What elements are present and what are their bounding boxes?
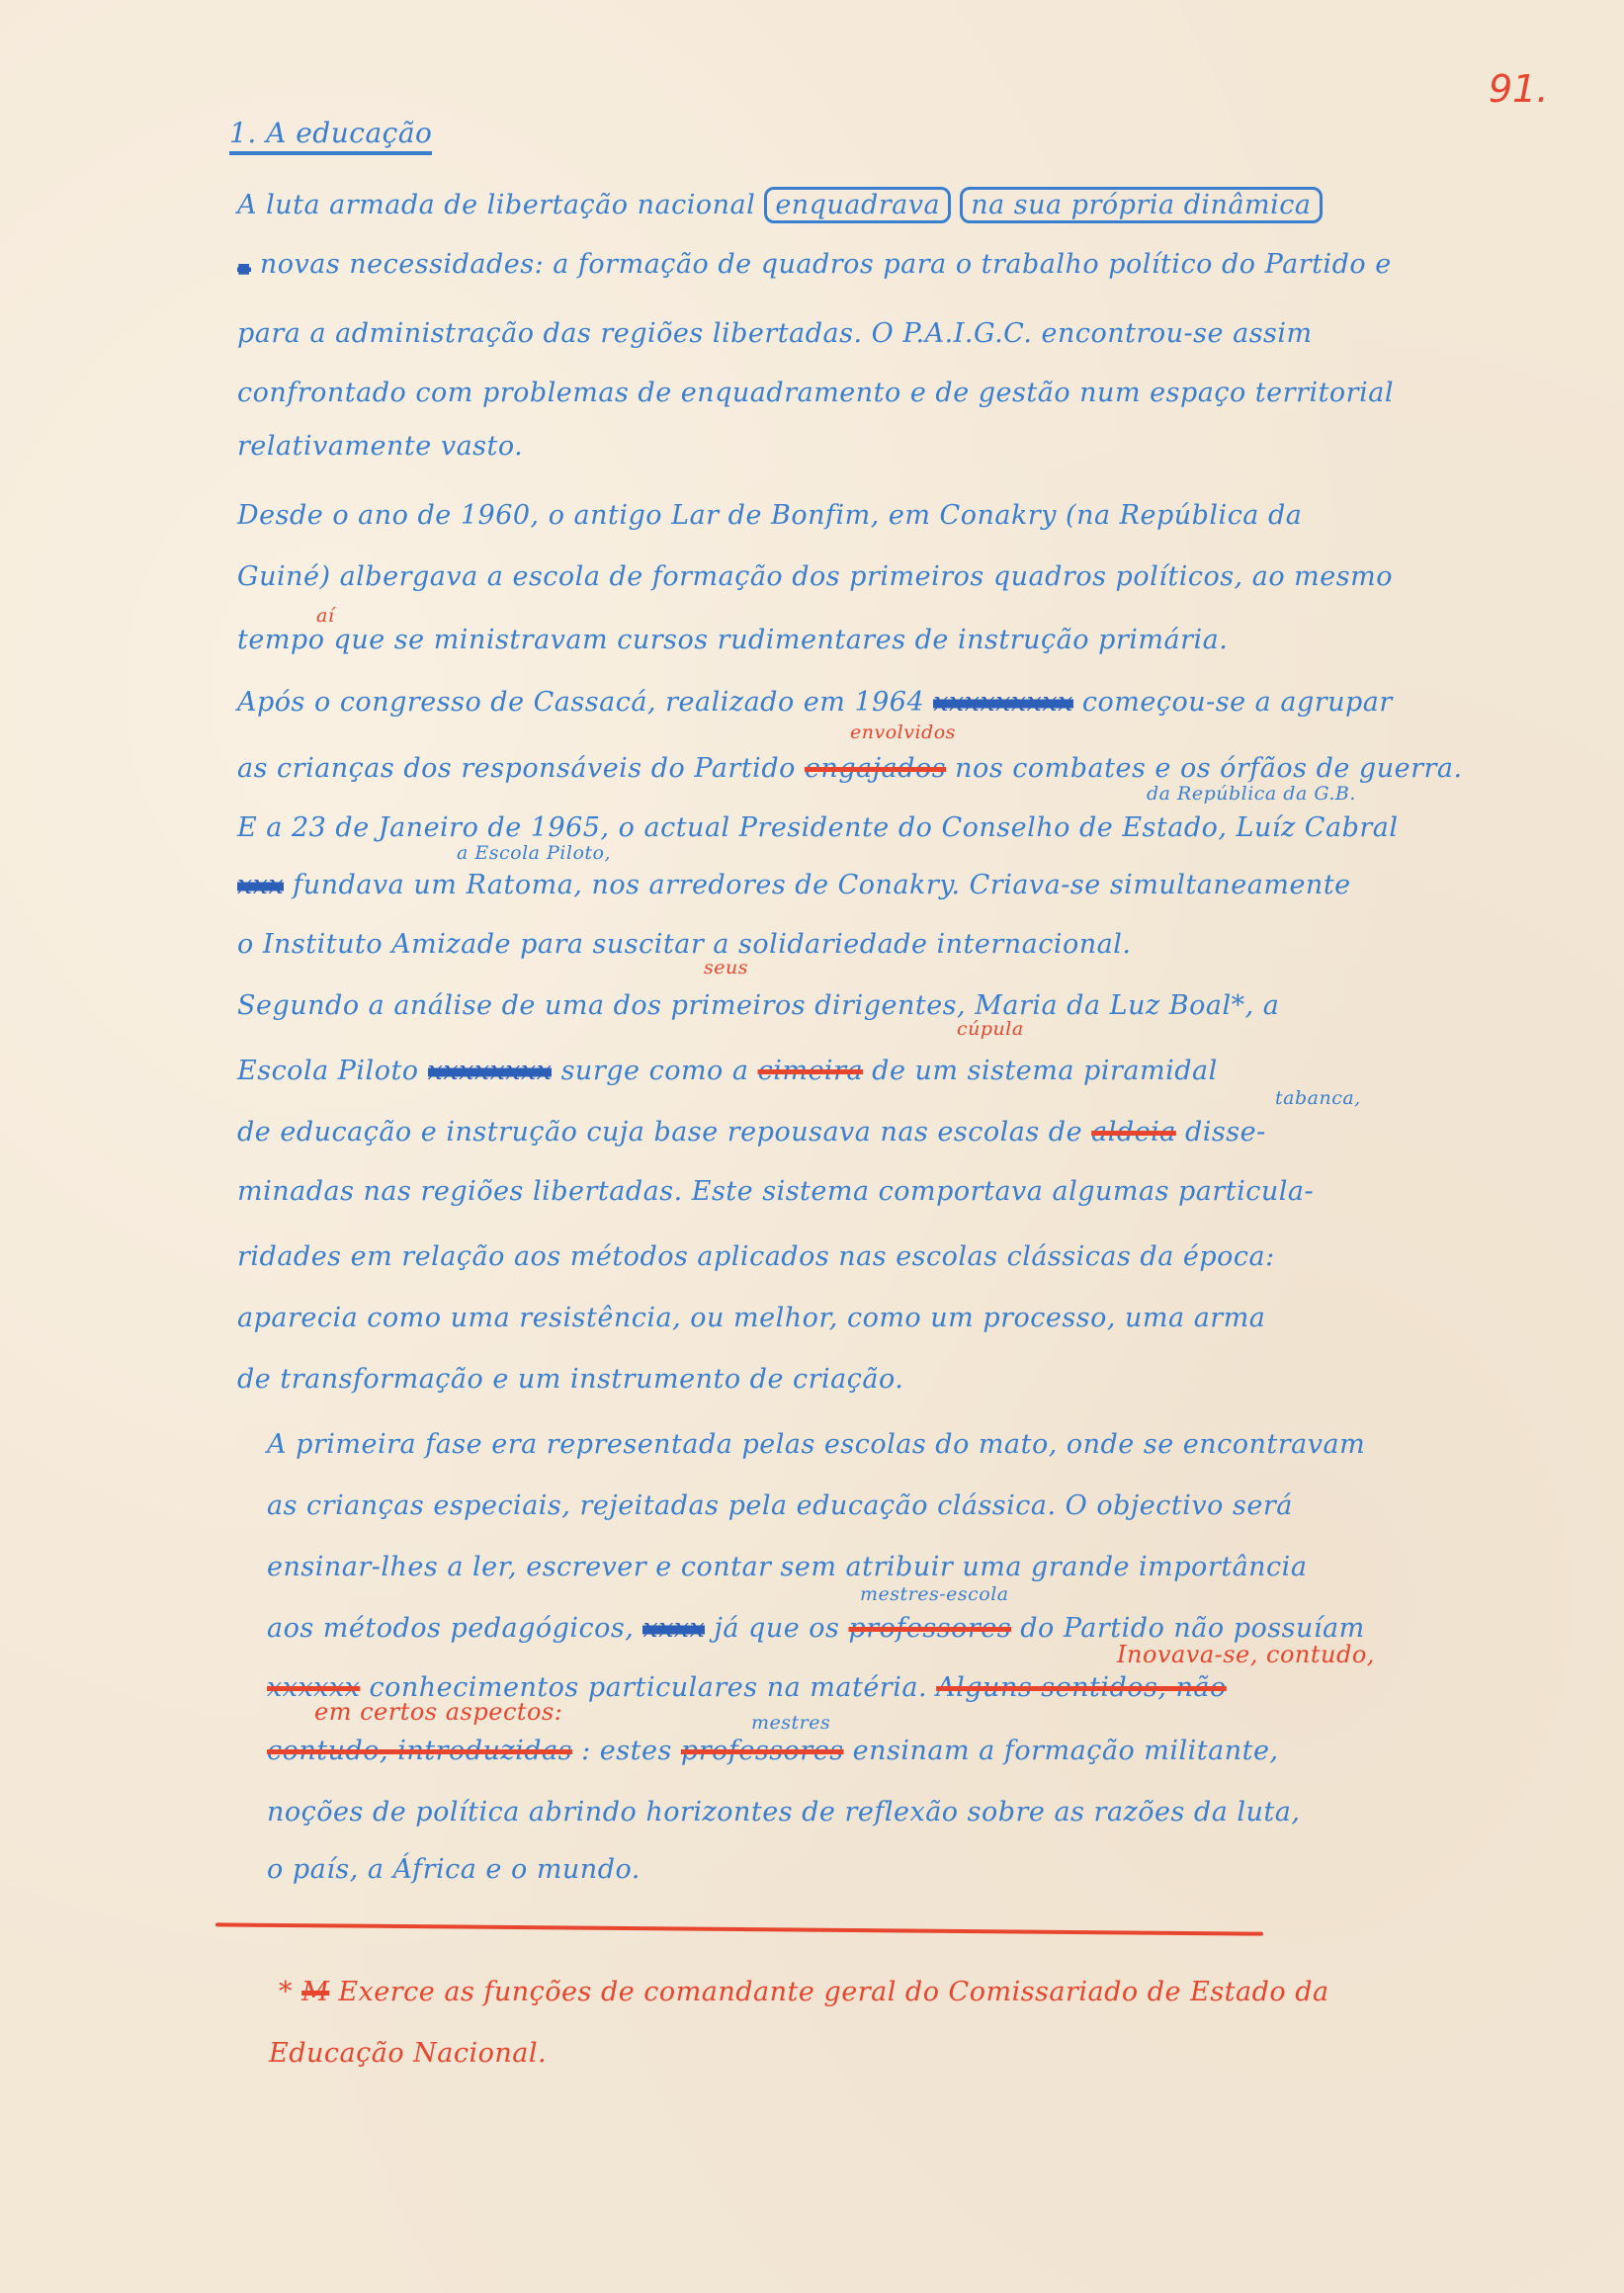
line-text: A luta armada de libertação nacional xyxy=(237,190,756,220)
text-line: Segundo a análise de uma dos primeiros dirigentes, Maria da Luz Boal*, a xyxy=(237,990,1280,1021)
text-line xyxy=(237,190,1542,220)
page-number: 91. xyxy=(1489,67,1549,111)
insertion-note: da República da G.B. xyxy=(1147,783,1356,805)
text-line: confrontado com problemas de enquadramento e de gestão num espaço territorial xyxy=(237,378,1394,408)
insertion-note: mestres-escola xyxy=(860,1583,1009,1605)
struck-text: xxxxxx xyxy=(267,1672,361,1703)
insertion-note: tabanca, xyxy=(1275,1087,1361,1109)
struck-text: xxxxxxxxx xyxy=(933,687,1073,718)
text-line: o Instituto Amizade para suscitar a solidariedade internacional. xyxy=(237,929,1132,960)
text-line: Guiné) albergava a escola de formação dos primeiros quadros políticos, ao mesmo xyxy=(237,561,1393,592)
text-line: minadas nas regiões libertadas. Este sistema comportava algumas particula- xyxy=(237,1176,1315,1207)
text-line: ensinar-lhes a ler, escrever e contar sem atribuir uma grande importância xyxy=(267,1552,1308,1582)
insertion-note: em certos aspectos: xyxy=(314,1698,563,1726)
line-text: novas necessidades: a formação de quadros para o trabalho político do Partido e xyxy=(259,249,1392,280)
footnote-divider xyxy=(215,1922,1263,1935)
line-text: de um sistema piramidal xyxy=(872,1056,1218,1086)
text-line xyxy=(237,1117,1542,1147)
footnote-line xyxy=(279,1977,1329,2007)
text-line: as crianças especiais, rejeitadas pela educação clássica. O objectivo será xyxy=(267,1490,1293,1521)
insertion-note: a Escola Piloto, xyxy=(457,842,612,864)
line-text: : estes xyxy=(581,1736,672,1766)
line-text: disse- xyxy=(1184,1117,1266,1147)
text-line: A primeira fase era representada pelas escolas do mato, onde se encontravam xyxy=(267,1429,1366,1460)
section-heading: 1. A educação xyxy=(229,117,432,155)
boxed-word: enquadrava xyxy=(764,187,951,223)
text-line: para a administração das regiões libertadas. O P.A.I.G.C. encontrou-se assim xyxy=(237,318,1313,349)
struck-text: Alguns sentidos, não xyxy=(936,1672,1227,1703)
line-text: Após o congresso de Cassacá, realizado em 1964 xyxy=(237,687,925,718)
insertion-note: cúpula xyxy=(957,1018,1024,1040)
footnote-text: Exerce as funções de comandante geral do Comissariado de Estado da xyxy=(338,1977,1329,2007)
line-text: as crianças dos responsáveis do Partido xyxy=(237,753,796,784)
text-line: aparecia como uma resistência, ou melhor, como um processo, uma arma xyxy=(237,1303,1266,1333)
text-line xyxy=(267,1736,1572,1766)
footnote-marker: * xyxy=(279,1977,293,2007)
line-text: surge como a xyxy=(560,1056,749,1086)
text-line: Desde o ano de 1960, o antigo Lar de Bonfim, em Conakry (na República da xyxy=(237,500,1303,531)
text-line xyxy=(267,1613,1572,1644)
line-text: ensinam a formação militante, xyxy=(852,1736,1279,1766)
struck-text: xxx xyxy=(237,870,285,900)
text-line: E a 23 de Janeiro de 1965, o actual Presidente do Conselho de Estado, Luíz Cabral xyxy=(237,812,1399,843)
line-text: aos métodos pedagógicos, xyxy=(267,1613,635,1644)
text-line xyxy=(237,1056,1542,1086)
struck-text: xxxx xyxy=(642,1613,706,1644)
boxed-phrase: na sua própria dinâmica xyxy=(960,187,1322,223)
line-text: Escola Piloto xyxy=(237,1056,419,1086)
struck-text: cimeira xyxy=(757,1056,864,1086)
text-line xyxy=(237,870,1542,900)
insertion-note: Inovava-se, contudo, xyxy=(1117,1641,1375,1668)
line-text: fundava um Ratoma, nos arredores de Conakry. Criava-se simultaneamente xyxy=(293,870,1351,900)
insertion-note: mestres xyxy=(751,1712,831,1734)
line-text: nos combates e os órfãos de guerra. xyxy=(955,753,1463,784)
text-line: noções de política abrindo horizontes de reflexão sobre as razões da luta, xyxy=(267,1797,1301,1827)
struck-text: professores xyxy=(680,1736,844,1766)
insertion-note: seus xyxy=(704,957,748,978)
text-line: de transformação e um instrumento de criação. xyxy=(237,1364,904,1395)
line-text: do Partido não possuíam xyxy=(1020,1613,1365,1644)
struck-text: contudo, introduzidas xyxy=(267,1736,573,1766)
struck-text: aldeia xyxy=(1091,1117,1176,1147)
line-text: conhecimentos particulares na matéria. xyxy=(369,1672,928,1703)
insertion-note: envolvidos xyxy=(850,722,956,743)
text-line: o país, a África e o mundo. xyxy=(267,1854,641,1885)
struck-text: engajados xyxy=(804,753,947,784)
insertion-note: aí xyxy=(316,605,335,627)
footnote-line: Educação Nacional. xyxy=(269,2038,548,2069)
line-text: de educação e instrução cuja base repousava nas escolas de xyxy=(237,1117,1083,1147)
text-line: tempo que se ministravam cursos rudimentares de instrução primária. xyxy=(237,625,1229,655)
line-text: começou-se a agrupar xyxy=(1081,687,1393,718)
text-line xyxy=(237,753,1542,784)
text-line xyxy=(237,249,1542,280)
struck-mark: ■ xyxy=(237,261,251,277)
line-text: já que os xyxy=(714,1613,840,1644)
struck-text: xxxxxxxx xyxy=(427,1056,553,1086)
text-line: ridades em relação aos métodos aplicados nas escolas clássicas da época: xyxy=(237,1241,1275,1272)
text-line: relativamente vasto. xyxy=(237,431,524,462)
struck-text: professores xyxy=(848,1613,1012,1644)
text-line xyxy=(237,687,1542,718)
struck-text: M xyxy=(301,1977,330,2007)
